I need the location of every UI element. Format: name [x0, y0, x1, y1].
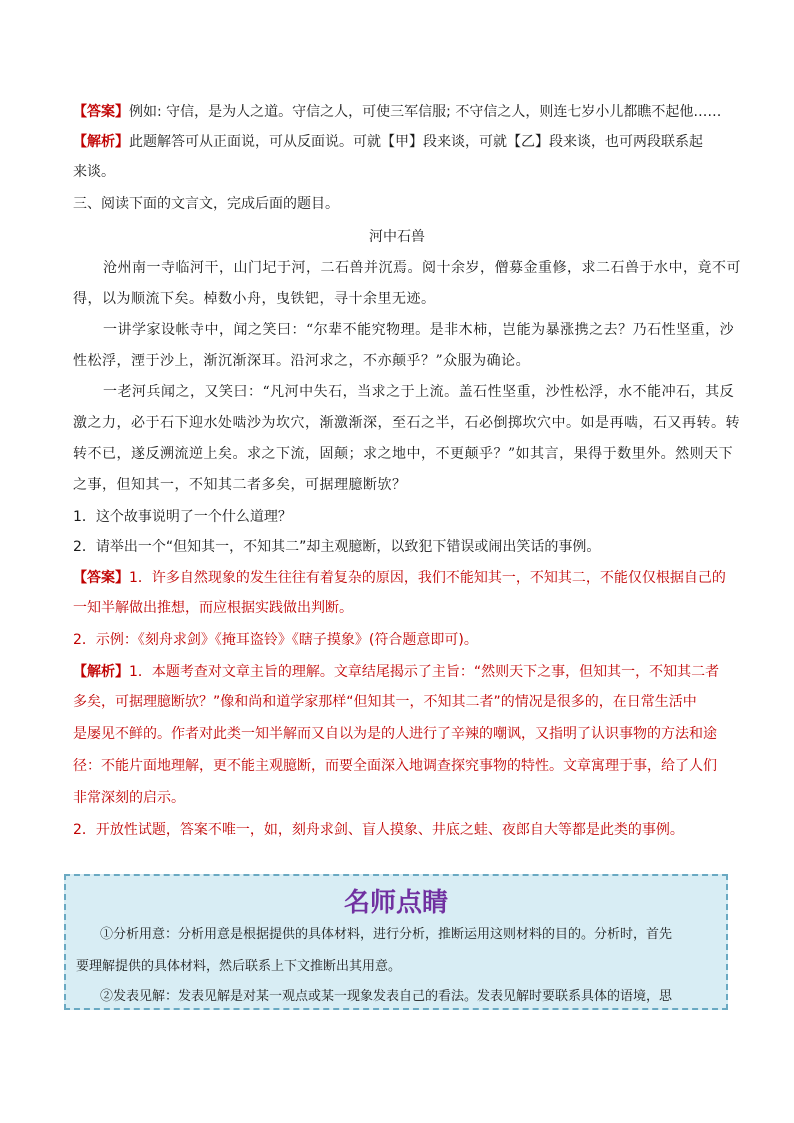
passage-line: 转不已，遂反溯流逆上矣。求之下流，固颠；求之地中，不更颠乎？”如其言，果得于数里外。然则天下 — [73, 446, 734, 462]
passage-line: 一老河兵闻之，又笑曰：“凡河中失石，当求之于上流。盖石性坚重，沙性松浮，水不能冲石，其反 — [103, 384, 735, 400]
analysis-tag: 【解析】 — [73, 664, 129, 680]
answer-tag: 【答案】 — [73, 104, 129, 120]
passage-line: 之事，但知其一，不知其二者多矣，可据理臆断欤？ — [73, 477, 407, 493]
passage-line: 性松浮，湮于沙上，渐沉渐深耳。沿河求之，不亦颠乎？”众服为确论。 — [73, 353, 531, 369]
answer-1 — [73, 102, 733, 122]
analysis-2-line-4: 径：不能片面地理解，更不能主观臆断，而要全面深入地调查探究事物的特性。文章寓理于事，给了人们 — [73, 758, 717, 774]
answer-text: 例如: 守信，是为人之道。守信之人，可使三军信服; 不守信之人，则连七岁小儿都瞧不起他…… — [129, 104, 722, 120]
passage-line: 沧州南一寺临河干，山门圮于河，二石兽并沉焉。阅十余岁，僧募金重修，求二石兽于水中，竟不可 — [103, 260, 741, 276]
answer-2-line-1 — [73, 568, 733, 588]
tips-box — [64, 874, 728, 1010]
passage-line: 一讲学家设帐寺中，闻之笑曰：“尔辈不能究物理。是非木柿，岂能为暴涨携之去？乃石性坚重，沙 — [103, 322, 735, 338]
passage-line: 得，以为顺流下矣。棹数小舟，曳铁钯，寻十余里无迹。 — [73, 291, 436, 307]
tips-box-line: 要理解提供的具体材料，然后联系上下文推断出其用意。 — [76, 959, 402, 974]
analysis-text: 此题解答可从正面说，可从反面说。可就【甲】段来谈，可就【乙】段来谈，也可两段联系起 — [129, 134, 703, 150]
tips-box-line: ①分析用意：分析用意是根据提供的具体材料，进行分析，推断运用这则材料的目的。分析时，首先 — [100, 927, 673, 942]
question-2: 2．请举出一个“但知其一，不知其二”却主观臆断，以致犯下错误或闹出笑话的事例。 — [73, 539, 601, 555]
analysis-text: 1．本题考查对文章主旨的理解。文章结尾揭示了主旨：“然则天下之事，但知其一，不知其二者 — [129, 664, 720, 680]
question-1: 1．这个故事说明了一个什么道理？ — [73, 509, 292, 525]
analysis-2-line-5: 非常深刻的启示。 — [73, 790, 185, 806]
answer-text: 1．许多自然现象的发生往往有着复杂的原因，我们不能知其一，不知其二，不能仅仅根据自己的 — [129, 570, 726, 586]
answer-tag: 【答案】 — [73, 570, 129, 586]
analysis-2-line-2: 多矣，可据理臆断欤？”像和尚和道学家那样“但知其一，不知其二者”的情况是很多的，在日常生活中 — [73, 694, 697, 710]
answer-2-line-2: 一知半解做出推想，而应根据实践做出判断。 — [73, 600, 353, 616]
passage-line: 激之力，必于石下迎水处啮沙为坎穴，渐激渐深，至石之半，石必倒掷坎穴中。如是再啮，石又再转。转 — [73, 415, 740, 431]
analysis-2-line-6: 2．开放性试题，答案不唯一，如，刻舟求剑、盲人摸象、井底之蛙、夜郎自大等都是此类的事例。 — [73, 822, 684, 838]
answer-2-line-3: 2．示例：《刻舟求剑》《掩耳盗铃》《瞎子摸象》(符合题意即可)。 — [73, 632, 478, 648]
tips-box-title: 名师点睛 — [343, 888, 448, 918]
analysis-1-line-2: 来谈。 — [73, 164, 115, 180]
passage-title: 河中石兽 — [369, 229, 425, 245]
tips-box-line: ②发表见解：发表见解是对某一观点或某一现象发表自己的看法。发表见解时要联系具体的语境，思 — [100, 989, 673, 1004]
analysis-1-line-1 — [73, 132, 733, 152]
analysis-2-line-3: 是屡见不鲜的。作者对此类一知半解而又自以为是的人进行了辛辣的嘲讽，又指明了认识事物的方法和途 — [73, 726, 717, 742]
section-heading: 三、阅读下面的文言文，完成后面的题目。 — [73, 196, 339, 212]
analysis-tag: 【解析】 — [73, 134, 129, 150]
analysis-2-line-1 — [73, 662, 733, 682]
